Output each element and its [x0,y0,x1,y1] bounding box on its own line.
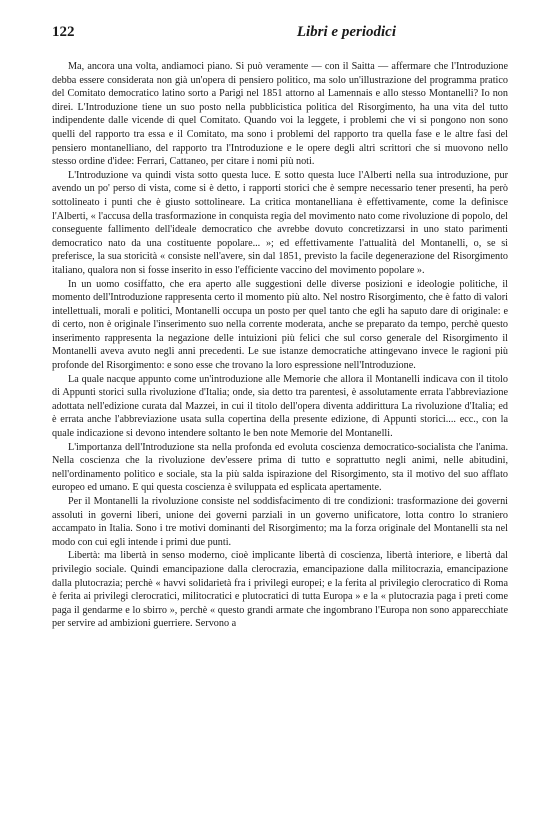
paragraph: Ma, ancora una volta, andiamoci piano. Si può veramente — con il Saitta — affermare che l'Introduzione debba essere considerata non già un'opera di pensiero politico, ma solo un'illustrazione del programma pratico del Comitato democratico latino sorto a Parigi nel 1851 attorno al Lamennais e allo stesso Montanelli? Io non direi. L'Introduzione tiene un suo posto nella pubblicistica politica del Risorgimento, ha una vita del tutto indipendente dalle vicende di quel Comitato. Quando voi la leggete, i problemi che vi si pongono non sono quelli del rapporto tra essa e il Comitato, ma sono i problemi del rapporto tra quella fase e le altre fasi del pensiero montanelliano, del rapporto tra l'Introduzione e le opere degli altri scrittori che si muovono nello stesso ordine d'idee: Ferrari, Cattaneo, per citare i nomi più noti. [52,61,508,168]
paragraph: Per il Montanelli la rivoluzione consiste nel soddisfacimento di tre condizioni: trasformazione dei governi assoluti in governi liberi, unione dei governi parziali in un governo unificatore, lotta contro lo straniero accampato in Italia. Sono i tre motivi dominanti del Risorgimento; ma la forza originale del Montanelli sta nel modo con cui egli intende i primi due punti. [52,496,508,548]
paragraph: L'Introduzione va quindi vista sotto questa luce. E sotto questa luce l'Alberti nella sua introduzione, pur avendo un po' perso di vista, come si è detto, i rapporti storici che è sempre necessario tener presenti, ha però sottolineato i punti che è giusto sottolineare. La critica montanelliana è effettivamente, come la definisce l'Alberti, « l'accusa della trasformazione in conquista regia del movimento nato come rivoluzione di popolo, del conseguente fallimento dell'ideale democratico che avrebbe dovuto concretizzarsi in uno stato parimenti democratico nato da una costituente popolare... »; ed effettivamente l'attualità del Montanelli, o, se si preferisce, la sua storicità « consiste nell'avere, sin dal 1851, previsto la facile degenerazione del Risorgimento italiano, qualora non si fosse inserito in esso l'efficiente vaccino del movimento popolare ». [52,169,508,276]
running-title: Libri e periodici [296,24,396,40]
paragraph: La quale nacque appunto come un'introduzione alle Memorie che allora il Montanelli indicava con il titolo di Appunti storici sulla rivoluzione d'Italia; onde, sia detto tra parentesi, è assolutamente errata l'abbreviazione adottata nell'edizione curata dal Mazzei, in cui il titolo dell'opera diventa addirittura La rivoluzione d'Italia; ed è errata anche l'abbreviazione usata sulla copertina della presente edizione, di Appunti storici.... ecc., con la quale indicazione si devono intendere soltanto le ben note Memorie del Montanelli. [52,373,508,440]
article-body [52,60,508,631]
paragraph: In un uomo cosiffatto, che era aperto alle suggestioni delle diverse posizioni e ideologie politiche, il momento dell'Introduzione rappresenta certo il momento più alto. Nel nostro Risorgimento, che è fatto di valori intellettuali, morali e politici, Montanelli occupa un posto per quel tanto che egli ha saputo dare di originale: e di certo, non è originale l'inserimento suo nella corrente moderata, anche se preparato da tempo, perchè questo inserimento rappresenta la negazione delle intuizioni più felici che sul corso generale del Risorgimento il Montanelli aveva avuto negli anni precedenti. Le sue istanze democratiche attingevano invece le ragioni più profonde del Risorgimento: e sono esse che trovano la loro espressione nell'Introduzione. [52,278,508,372]
paragraph: Libertà: ma libertà in senso moderno, cioè implicante libertà di coscienza, libertà interiore, e libertà dal privilegio sociale. Quindi emancipazione dalla clerocrazia, emancipazione dalla militocrazia, emancipazione dalla plutocrazia; perchè « havvi solidarietà fra i privilegi europei; e la ferita al privilegio clerocratico di Roma è ferita ai privilegi clerocratici, militocratici e plutocratici di tutta Europa » e la « plutocrazia paga i preti come paga il gendarme e lo sbirro », perchè « questo grandi armate che ingombrano l'Europa non sono apparecchiate per servire ad ambizioni guerriere. Servono a [52,550,508,630]
paragraph: L'importanza dell'Introduzione sta nella profonda ed evoluta coscienza democratico-socialista che l'anima. Nella coscienza che la rivoluzione dev'essere prima di tutto e soprattutto negli animi, nelle abitudini, nell'ordinamento politico e sociale, sta la più salda ispirazione del Risorgimento, sta il motivo del suo afflato europeo ed umano. E qui questa coscienza è sviluppata ed esplicata apertamente. [52,441,508,494]
page-header [52,24,508,46]
page-number: 122 [52,24,75,40]
